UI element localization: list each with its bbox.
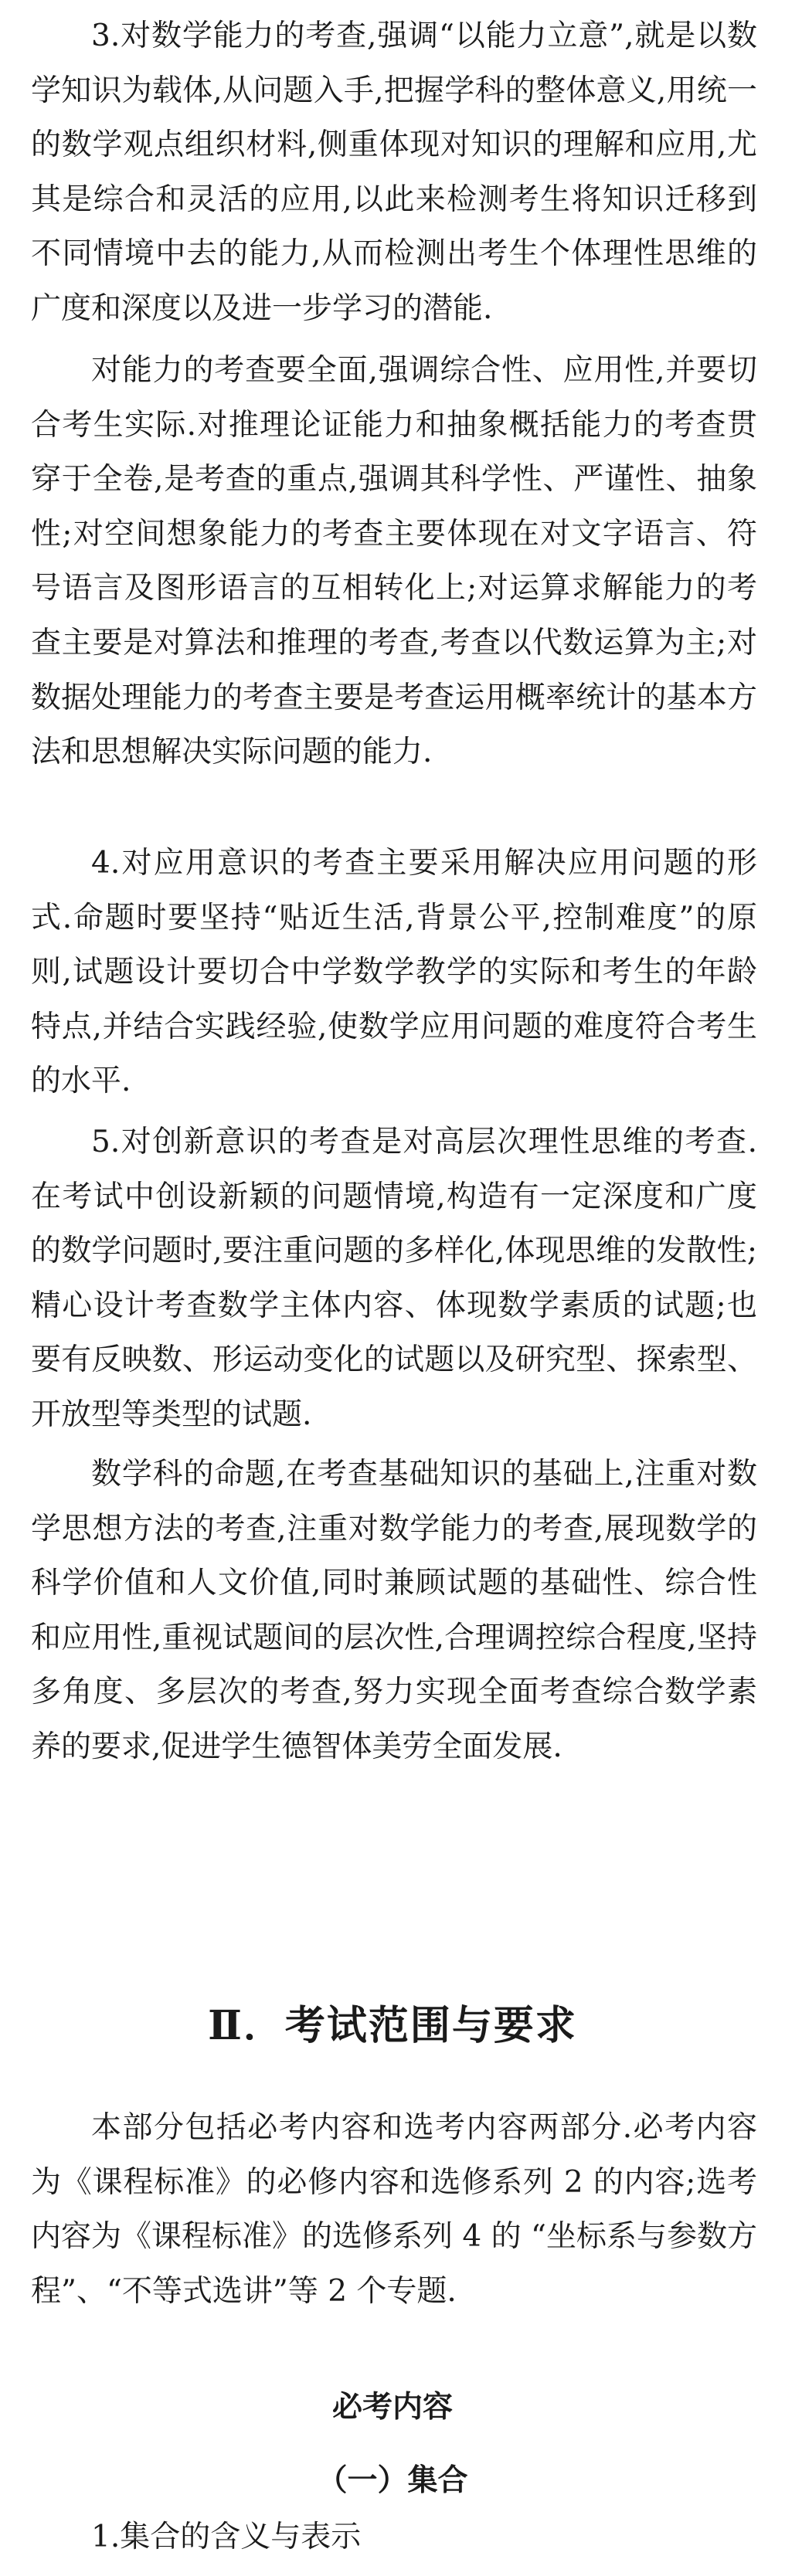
section-intro: 本部分包括必考内容和选考内容两部分.必考内容为《课程标准》的必修内容和选修系列 2 的内容;选考内容为《课程标准》的选修系列 4 的 “坐标系与参数方程”、“不等式选讲”等 2 个专题. (31, 2110, 757, 2309)
paragraph-math-ability: 3.对数学能力的考查,强调“以能力立意”,就是以数学知识为载体,从问题入手,把握学科的整体意义,用统一的数学观点组织材料,侧重体现对知识的理解和应用,尤其是综合和灵活的应用,以此来检测考生将知识迁移到不同情境中去的能力,从而检测出考生个体理性思维的广度和深度以及进一步学习的潜能. (31, 19, 757, 326)
subheading-required-content: 必考内容 (331, 2389, 453, 2425)
paragraph-proposition-summary: 数学科的命题,在考查基础知识的基础上,注重对数学思想方法的考查,注重对数学能力的考查,展现数学的科学价值和人文价值,同时兼顾试题的基础性、综合性和应用性,重视试题间的层次性,合理调控综合程度,坚持多角度、多层次的考查,努力实现全面考查综合数学素养的要求,促进学生德智体美劳全面发展. (31, 1457, 757, 1764)
section-title: Ⅱ．考试范围与要求 (208, 2002, 577, 2049)
list-item-set-meaning: 1.集合的含义与表示 (91, 2520, 362, 2554)
paragraph-innovation-awareness: 5.对创新意识的考查是对高层次理性思维的考查.在考试中创设新颖的问题情境,构造有一定深度和广度的数学问题时,要注重问题的多样化,体现思维的发散性;精心设计考查数学主体内容、体现数学素质的试题;也要有反映数、形运动变化的试题以及研究型、探索型、开放型等类型的试题. (31, 1125, 757, 1432)
paragraph-ability-assessment: 对能力的考查要全面,强调综合性、应用性,并要切合考生实际.对推理论证能力和抽象概括能力的考查贯穿于全卷,是考查的重点,强调其科学性、严谨性、抽象性;对空间想象能力的考查主要体现在对文字语言、符号语言及图形语言的互相转化上;对运算求解能力的考查主要是对算法和推理的考查,考查以代数运算为主;对数据处理能力的考查主要是考查运用概率统计的基本方法和思想解决实际问题的能力. (31, 353, 757, 770)
subheading-sets: （一）集合 (317, 2462, 468, 2498)
paragraph-application-awareness: 4.对应用意识的考查主要采用解决应用问题的形式.命题时要坚持“贴近生活,背景公平,控制难度”的原则,试题设计要切合中学数学教学的实际和考生的年龄特点,并结合实践经验,使数学应用问题的难度符合考生的水平. (31, 846, 757, 1099)
